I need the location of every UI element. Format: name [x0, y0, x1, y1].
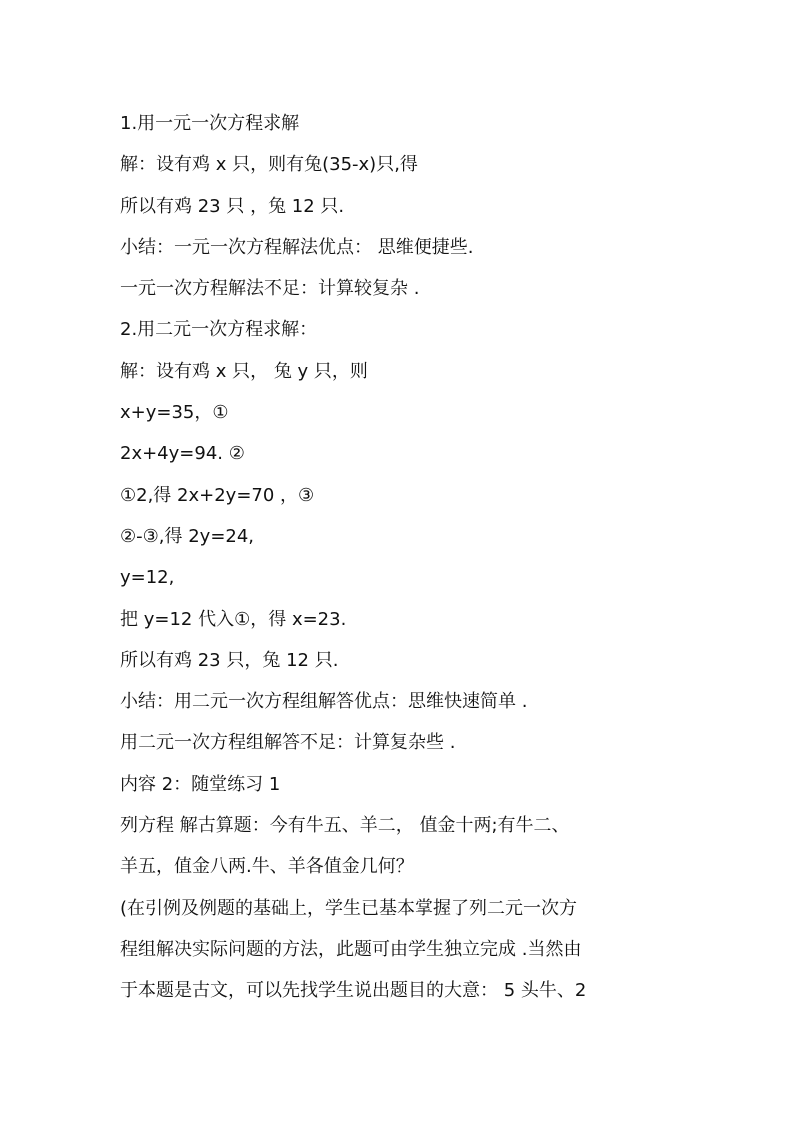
text-line: 1.用一元一次方程求解 — [120, 113, 300, 134]
text-line: 羊五，值金八两.牛、羊各值金几何？ — [120, 856, 414, 878]
equation-line: ①2,得 2x+2y=70 ，③ — [120, 484, 315, 506]
text-line: 列方程 解古算题：今有牛五、羊二， 值金十两;有牛二、 — [120, 815, 570, 837]
equation-line: x+y=35，① — [120, 402, 229, 424]
text-line: 解：设有鸡 x 只，则有兔(35-x)只,得 — [120, 154, 418, 176]
text-line: 小结：一元一次方程解法优点： 思维便捷些. — [120, 236, 474, 258]
text-line: 2.用二元一次方程求解： — [120, 319, 318, 341]
section-heading: 内容 2：随堂练习 1 — [120, 773, 281, 795]
text-line: 程组解决实际问题的方法，此题可由学生独立完成 .当然由 — [120, 938, 582, 960]
text-line: 小结：用二元一次方程组解答优点：思维快速简单 . — [120, 691, 528, 713]
equation-line: y=12, — [120, 567, 175, 589]
text-line: 所以有鸡 23 只 ，兔 12 只. — [120, 195, 345, 217]
text-line: (在引例及例题的基础上，学生已基本掌握了列二元一次方 — [120, 897, 578, 919]
text-line: 用二元一次方程组解答不足：计算复杂些 . — [120, 732, 456, 754]
document-body — [120, 103, 680, 1012]
text-line: 所以有鸡 23 只，兔 12 只. — [120, 649, 339, 671]
equation-line: 把 y=12 代入①，得 x=23. — [120, 608, 347, 630]
text-line: 一元一次方程解法不足：计算较复杂 . — [120, 278, 420, 300]
text-line: 解：设有鸡 x 只， 兔 y 只，则 — [120, 360, 368, 382]
text-line: 于本题是古文，可以先找学生说出题目的大意： 5 头牛、2 — [120, 980, 587, 1002]
equation-line: ②-③,得 2y=24, — [120, 525, 255, 547]
equation-line: 2x+4y=94. ② — [120, 443, 245, 465]
